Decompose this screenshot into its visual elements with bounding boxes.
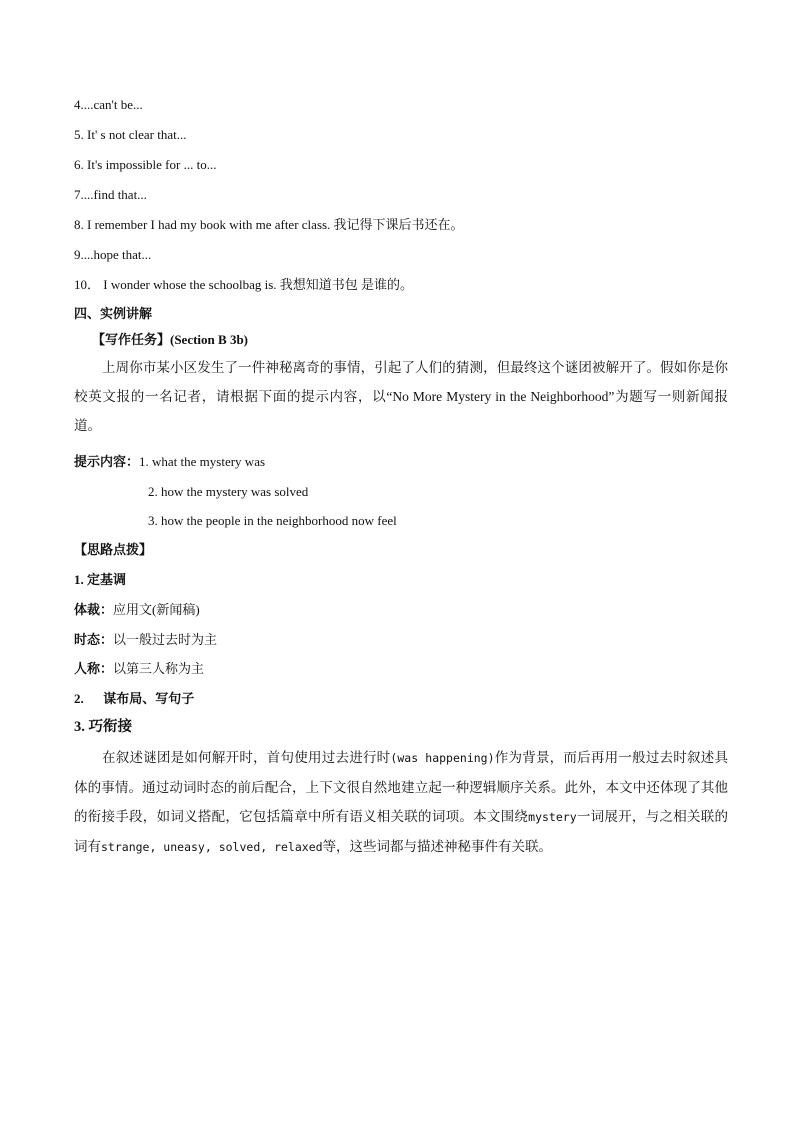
paragraph-text: 在叙述谜团是如何解开时，首句使用过去进行时 <box>102 750 391 765</box>
pattern-line: 8. I remember I had my book with me after class. 我记得下课后书还在。 <box>74 217 464 232</box>
tense-row <box>74 631 217 649</box>
code-term: strange, uneasy, solved, relaxed <box>101 840 323 854</box>
tense-value: 以一般过去时为主 <box>113 632 218 647</box>
genre-row <box>74 601 200 619</box>
writing-task-label: 【写作任务】(Section B 3b) <box>92 332 249 347</box>
step-heading: 2. 谋布局、写句子 <box>74 691 195 706</box>
hint-item: 3. how the people in the neighborhood now feel <box>148 513 397 528</box>
pattern-line: 9....hope that... <box>74 247 152 262</box>
cohesion-paragraph <box>74 743 728 862</box>
hint-row <box>74 453 265 471</box>
writing-task-paragraph: 上周你市某小区发生了一件神秘离奇的事情，引起了人们的猜测，但最终这个谜团被解开了。假如你是你校英文报的一名记者，请根据下面的提示内容，以“No More Mystery in the Neighborhood”为题写一则新闻报道。 <box>74 360 728 433</box>
step-heading: 3. 巧衔接 <box>74 719 132 735</box>
code-term: (was happening) <box>390 751 495 765</box>
pattern-line: 7....find that... <box>74 187 147 202</box>
section-heading: 四、实例讲解 <box>74 306 153 321</box>
pattern-line: 6. It's impossible for ... to... <box>74 157 217 172</box>
pattern-line: 4....can't be... <box>74 97 143 112</box>
person-label: 人称： <box>74 661 114 676</box>
genre-label: 体裁： <box>74 602 114 617</box>
genre-value: 应用文(新闻稿) <box>113 602 200 617</box>
hint-item: 2. how the mystery was solved <box>148 484 309 499</box>
code-term: mystery <box>528 810 577 824</box>
person-row <box>74 660 204 678</box>
paragraph-text: 作为背景，而后再用一般过去时叙述具体的事情。通过动词时态的前后配合，上下文很自然地建立起一种逻辑顺序关系。此外，本文中还体现了其他的衔接手段，如词义搭配，它包括篇章中所有语义相关联的词项。本文围绕 <box>74 750 728 824</box>
pattern-line: 5. It' s not clear that... <box>74 127 187 142</box>
hint-item: 1. what the mystery was <box>139 454 266 469</box>
tense-label: 时态： <box>74 632 114 647</box>
person-value: 以第三人称为主 <box>113 661 205 676</box>
pattern-line: 10． I wonder whose the schoolbag is. 我想知道书包 是谁的。 <box>74 277 414 292</box>
paragraph-text: 一词展开，与之相关联的词有 <box>74 809 729 854</box>
hint-label: 提示内容： <box>74 454 140 469</box>
step-heading: 1. 定基调 <box>74 572 127 587</box>
guide-heading: 【思路点拨】 <box>74 542 153 557</box>
paragraph-text: 等，这些词都与描述神秘事件有关联。 <box>322 839 553 854</box>
